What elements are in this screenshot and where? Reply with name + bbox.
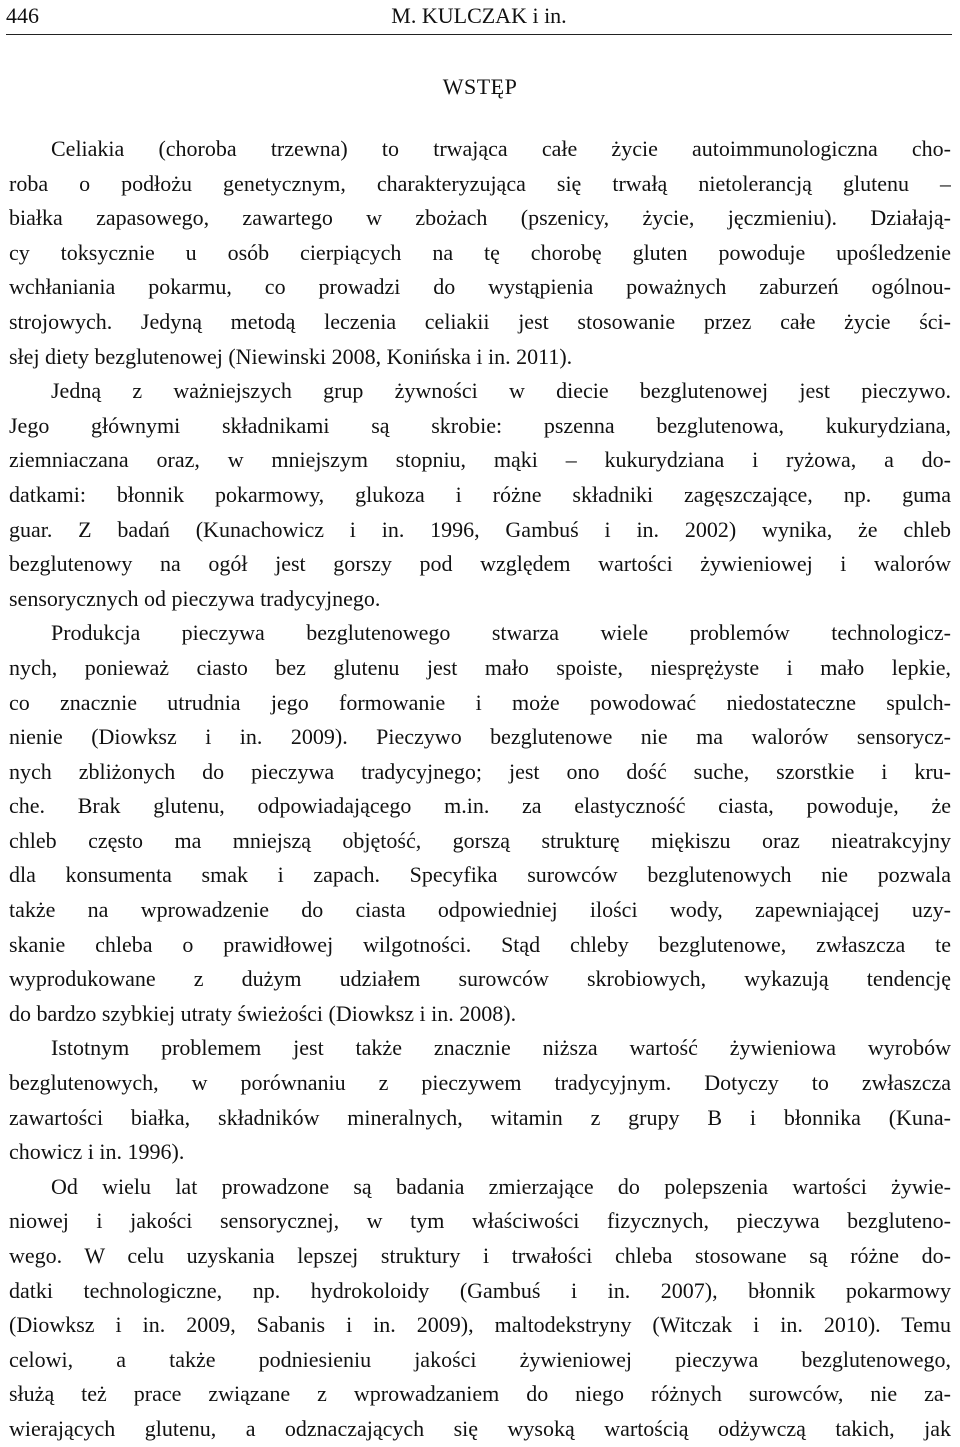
text-line: skanie chleba o prawidłowej wilgotności. Stąd chleby bezglutenowe, zwłaszcza te	[9, 931, 951, 957]
text-line: niowej i jakości sensorycznej, w tym właściwości fizycznych, pieczywa bezgluteno-	[9, 1208, 951, 1234]
text-line: cy toksycznie u osób cierpiących na tę chorobę gluten powoduje upośledzenie	[9, 239, 951, 265]
text-line: sensorycznych od pieczywa tradycyjnego.	[9, 585, 381, 611]
text-line: wyprodukowane z dużym udziałem surowców skrobiowych, wykazują tendencję	[9, 966, 951, 992]
text-line: bezglutenowych, w porównaniu z pieczywem tradycyjnym. Dotyczy to zwłaszcza	[9, 1070, 951, 1096]
page-number: 446	[6, 3, 39, 28]
text-line: Jego głównymi składnikami są skrobie: pszenna bezglutenowa, kukurydziana,	[9, 412, 951, 438]
text-line: wchłaniania pokarmu, co prowadzi do wystąpienia poważnych zaburzeń ogólnou-	[9, 274, 951, 300]
body-text	[9, 132, 951, 1447]
text-line: chleb często ma mniejszą objętość, gorszą strukturę miękiszu oraz nieatrakcyjny	[9, 827, 951, 853]
text-line: wego. W celu uzyskania lepszej struktury i trwałości chleba stosowane są różne do-	[9, 1243, 951, 1268]
text-line: dla konsumenta smak i zapach. Specyfika surowców bezglutenowych nie pozwala	[9, 862, 951, 888]
text-line: bezglutenowy na ogół jest gorszy pod względem wartości żywieniowej i walorów	[9, 551, 951, 577]
text-line: Celiakia (choroba trzewna) to trwająca całe życie autoimmunologiczna cho-	[51, 136, 951, 161]
text-line: guar. Z badań (Kunachowicz i in. 1996, Gambuś i in. 2002) wynika, że chleb	[9, 516, 951, 542]
text-line: białka zapasowego, zawartego w zbożach (pszenicy, życie, jęczmieniu). Działają-	[9, 205, 951, 231]
text-line: nienie (Diowksz i in. 2009). Pieczywo bezglutenowe nie ma walorów sensorycz-	[9, 724, 951, 750]
text-line: także na wprowadzenie do ciasta odpowiedniej ilości wody, zapewniającej uzy-	[9, 897, 951, 923]
text-line: nych zbliżonych do pieczywa tradycyjnego; jest ono dość suche, szorstkie i kru-	[9, 758, 951, 784]
text-line: (Diowksz i in. 2009, Sabanis i in. 2009), maltodekstryny (Witczak i in. 2010). Temu	[9, 1312, 951, 1338]
text-line: ziemniaczana oraz, w mniejszym stopniu, mąki – kukurydziana i ryżowa, a do-	[9, 447, 951, 473]
text-line: roba o podłożu genetycznym, charakteryzująca się trwałą nietolerancją glutenu –	[9, 170, 951, 196]
text-line: strojowych. Jedyną metodą leczenia celiakii jest stosowanie przez całe życie ści-	[9, 308, 951, 334]
text-line: służą też prace związane z wprowadzaniem do niego różnych surowców, nie za-	[9, 1381, 951, 1407]
text-line: datkami: błonnik pokarmowy, glukoza i różne składniki zagęszczające, np. guma	[9, 481, 951, 507]
section-title: WSTĘP	[442, 74, 518, 99]
text-line: wierających glutenu, a odznaczających się wysoką wartością odżywczą takich, jak	[9, 1415, 951, 1441]
text-line: Od wielu lat prowadzone są badania zmierzające do polepszenia wartości żywie-	[51, 1173, 951, 1199]
text-line: nych, ponieważ ciasto bez glutenu jest mało spoiste, niesprężyste i mało lepkie,	[9, 654, 951, 680]
text-line: zawartości białka, składników mineralnych, witamin z grupy B i błonnika (Kuna-	[9, 1104, 951, 1130]
text-line: Jedną z ważniejszych grup żywności w diecie bezglutenowej jest pieczywo.	[51, 378, 951, 404]
text-line: chowicz i in. 1996).	[9, 1139, 185, 1165]
text-line: słej diety bezglutenowej (Niewinski 2008, Konińska i in. 2011).	[9, 343, 573, 369]
text-line: co znacznie utrudnia jego formowanie i może powodować niedostateczne spulch-	[9, 689, 951, 715]
text-line: Produkcja pieczywa bezglutenowego stwarza wiele problemów technologicz-	[51, 620, 951, 646]
page-header	[6, 4, 952, 35]
text-line: do bardzo szybkiej utraty świeżości (Diowksz i in. 2008).	[9, 1000, 517, 1026]
running-head: M. KULCZAK i in.	[391, 3, 567, 28]
text-line: celowi, a także podniesieniu jakości żywieniowej pieczywa bezglutenowego,	[9, 1346, 951, 1372]
text-line: datki technologiczne, np. hydrokoloidy (Gambuś i in. 2007), błonnik pokarmowy	[9, 1277, 951, 1303]
text-line: che. Brak glutenu, odpowiadającego m.in. za elastyczność ciasta, powoduje, że	[9, 793, 951, 819]
text-line: Istotnym problemem jest także znacznie niższa wartość żywieniowa wyrobów	[51, 1035, 951, 1061]
